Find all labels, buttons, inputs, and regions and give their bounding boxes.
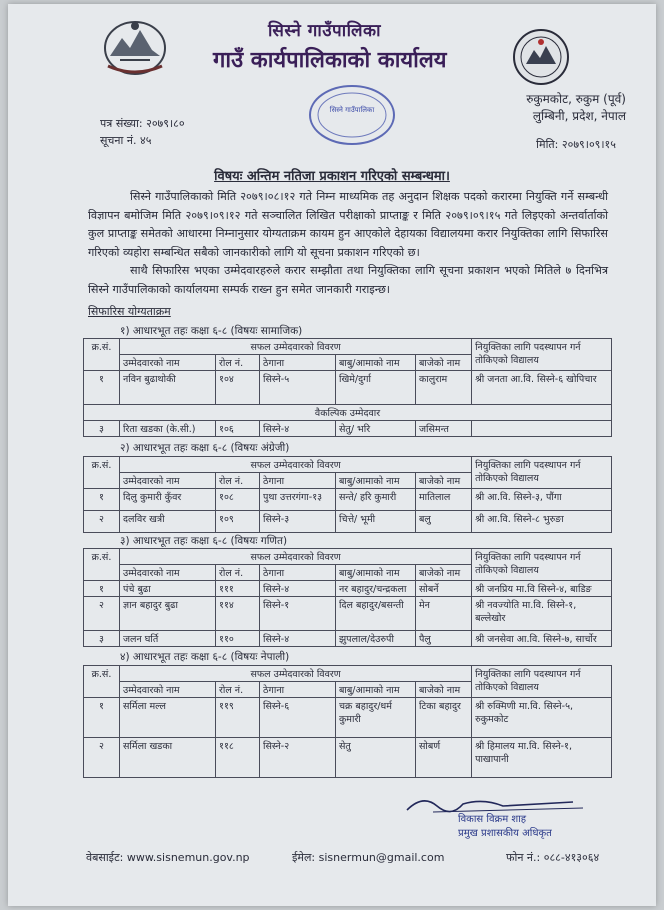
office-name: गाउँ कार्यपालिकाको कार्यालय [213, 48, 447, 73]
table-row: २ ज्ञान बहादुर बुढा ११४ सिस्ने-१ दिल बहादुर/बसन्ती मेन श्री नवज्योति मा.वि. सिस्ने-१, बल्लेखोर [84, 597, 612, 631]
footer-email: ईमेल: sisnermun@gmail.com [292, 851, 445, 864]
col-group: सफल उम्मेदवारको विवरण [120, 339, 472, 355]
col-name: उम्मेदवारको नाम [120, 355, 216, 371]
col-school: नियुक्तिका लागि पदस्थापन गर्न तोकिएको विद्यालय [472, 339, 612, 371]
results-table-1 [83, 338, 612, 437]
address-line1: रुकुमकोट, रुकुम (पूर्व) [526, 92, 626, 106]
signatory-title: प्रमुख प्रशासकीय अधिकृत [458, 828, 552, 839]
table-row: १ सर्मिला मल्ल ११९ सिस्ने-६ चक्र बहादुर/धर्म कुमारी टिका बहादुर श्री रुक्मिणी मा.वि. सिस्ने-५, रुकुमकोट [84, 698, 612, 738]
results-table-3: क्र.सं. सफल उम्मेदवारको विवरण नियुक्तिका लागि पदस्थापन गर्न तोकिएको विद्यालय उम्मेदवारको नाम रोल नं. ठेगाना बाबु/आमाको नाम बाजेको नाम १ पंचे बुढा १११ सिस्ने-४ नर बहादुर/चन्द्रकला सोबर्ने श्री जनप्रिय मा.वि सिस्ने-४, बाडिङ २ ज्ञान बहादुर बुढा ११४ सिस्ने-१ दिल बहादुर/बसन्ती मेन श्री नवज्योति मा.वि. सिस्ने-१, बल्लेखोर ३ जलन घर्ति ११० सिस्ने-४ झुपलाल/देउरुपी पैलु श्री जनसेवा आ.वि. सिस्ने-७, सार्चोर [83, 548, 612, 647]
col-address: ठेगाना [260, 355, 336, 371]
footer-website: वेबसाईट: www.sisnemun.gov.np [86, 851, 250, 864]
municipality-logo-icon [512, 28, 570, 86]
section-title-4: ४) आधारभूत तहः कक्षा ६-८ (विषयः नेपाली) [120, 651, 290, 663]
col-roll: रोल नं. [216, 355, 260, 371]
col-parents: बाबु/आमाको नाम [336, 355, 416, 371]
table-row: २ सर्मिला खडका ११८ सिस्ने-२ सेतु सोबर्ण श्री हिमालय मा.वि. सिस्ने-१, पाखापानी [84, 738, 612, 778]
address-line2: लुम्बिनी, प्रदेश, नेपाल [532, 109, 626, 123]
notice-document [8, 4, 656, 906]
letter-number: पत्र संख्या: २०७९।८० [100, 117, 185, 130]
body-paragraph-1: सिस्ने गाउँपालिकाको मिति २०७९।०८।१२ गते निम्न माध्यमिक तह अनुदान शिक्षक पदको करारमा नियुक्ति गर्ने सम्बन्धी विज्ञापन बमोजिम मिति २०७९।०९।१२ गते सञ्चालित लिखित परीक्षाको प्राप्ताङ्क र मिति २०७९।०९।१५ गते लिइएको अन्तर्वार्ताको कुल प्राप्ताङ्क समेतको आधारमा निम्नानुसार योग्यताक्रम कायम हुन आएकोले देहायका विद्यालयमा करार नियुक्तिका लागि सिफारिस गरिएको व्यहोरा सम्बन्धित सबैको जानकारीको लागि यो सूचना प्रकाशन गरिएको छ। [88, 190, 608, 259]
notice-date: मिति: २०७९।०९।१५ [536, 138, 616, 151]
org-name: सिस्ने गाउँपालिका [268, 21, 381, 41]
recommendation-heading: सिफारिस योग्यताक्रम [88, 305, 171, 318]
subject-line [8, 166, 656, 184]
section-title-2: २) आधारभूत तहः कक्षा ६-८ (विषयः अंग्रेजी) [120, 442, 290, 454]
section-title-3: ३) आधारभूत तहः कक्षा ६-८ (विषयः गणित) [120, 535, 288, 547]
footer-phone: फोन नं.: ०८८-४१३०६४ [506, 851, 600, 864]
col-grandfather: बाजेको नाम [416, 355, 472, 371]
body-text [88, 188, 608, 300]
results-table-2: क्र.सं. सफल उम्मेदवारको विवरण नियुक्तिका लागि पदस्थापन गर्न तोकिएको विद्यालय उम्मेदवारको नाम रोल नं. ठेगाना बाबु/आमाको नाम बाजेको नाम १ दिलु कुमारी कुँवर १०८ पुथा उत्तरगंगा-१३ सन्ते/ हरि कुमारी मातिलाल श्री आ.वि. सिस्ने-३, पौंगा २ दलविर खत्री १०९ सिस्ने-३ चित्ते/ भूमी बलु श्री आ.वि. सिस्ने-८ भुरुङा [83, 456, 612, 533]
office-stamp-icon [306, 82, 398, 148]
subject-text: विषयः अन्तिम नतिजा प्रकाशन गरिएको सम्बन्धमा। [214, 169, 450, 184]
alternate-label: वैकल्पिक उम्मेदवार [84, 405, 612, 421]
body-paragraph-2: साथै सिफारिस भएका उम्मेदवारहरुले करार सम्झौता तथा नियुक्तिका लागि सूचना प्रकाशन भएको मितिले ७ दिनभित्र सिस्ने गाउँपालिकाको कार्यालयमा सम्पर्क राख्न हुन समेत जानकारी गराइन्छ। [88, 264, 608, 296]
table-row: २ दलविर खत्री १०९ सिस्ने-३ चित्ते/ भूमी बलु श्री आ.वि. सिस्ने-८ भुरुङा [84, 511, 612, 533]
table-row: १ नविन बुढाथोकी १०४ सिस्ने-५ खिमे/दुर्गा कालुराम श्री जनता आ.वि. सिस्ने-६ खोपिचार [84, 371, 612, 405]
signatory-name: विकास विक्रम शाह [458, 814, 527, 825]
signatory [458, 811, 552, 839]
section-title-1: १) आधारभूत तहः कक्षा ६-८ (विषयः सामाजिक) [120, 325, 303, 337]
nepal-emblem-icon [100, 16, 170, 78]
notice-number: सूचना नं. ४५ [100, 134, 152, 147]
table-row: ३ रिता खडका (के.सी.) १०६ सिस्ने-४ सेतु/ भरि जसिमन्त [84, 421, 612, 437]
results-table-4: क्र.सं. सफल उम्मेदवारको विवरण नियुक्तिका लागि पदस्थापन गर्न तोकिएको विद्यालय उम्मेदवारको नाम रोल नं. ठेगाना बाबु/आमाको नाम बाजेको नाम १ सर्मिला मल्ल ११९ सिस्ने-६ चक्र बहादुर/धर्म कुमारी टिका बहादुर श्री रुक्मिणी मा.वि. सिस्ने-५, रुकुमकोट २ सर्मिला खडका ११८ सिस्ने-२ सेतु सोबर्ण श्री हिमालय मा.वि. सिस्ने-१, पाखापानी [83, 665, 612, 778]
table-row: १ दिलु कुमारी कुँवर १०८ पुथा उत्तरगंगा-१३ सन्ते/ हरि कुमारी मातिलाल श्री आ.वि. सिस्ने-३, पौंगा [84, 489, 612, 511]
table-row: ३ जलन घर्ति ११० सिस्ने-४ झुपलाल/देउरुपी पैलु श्री जनसेवा आ.वि. सिस्ने-७, सार्चोर [84, 631, 612, 647]
table-row: १ पंचे बुढा १११ सिस्ने-४ नर बहादुर/चन्द्रकला सोबर्ने श्री जनप्रिय मा.वि सिस्ने-४, बाडिङ [84, 581, 612, 597]
col-sn: क्र.सं. [84, 339, 120, 371]
stamp-text: सिस्ने गाउँपालिका [329, 106, 375, 114]
